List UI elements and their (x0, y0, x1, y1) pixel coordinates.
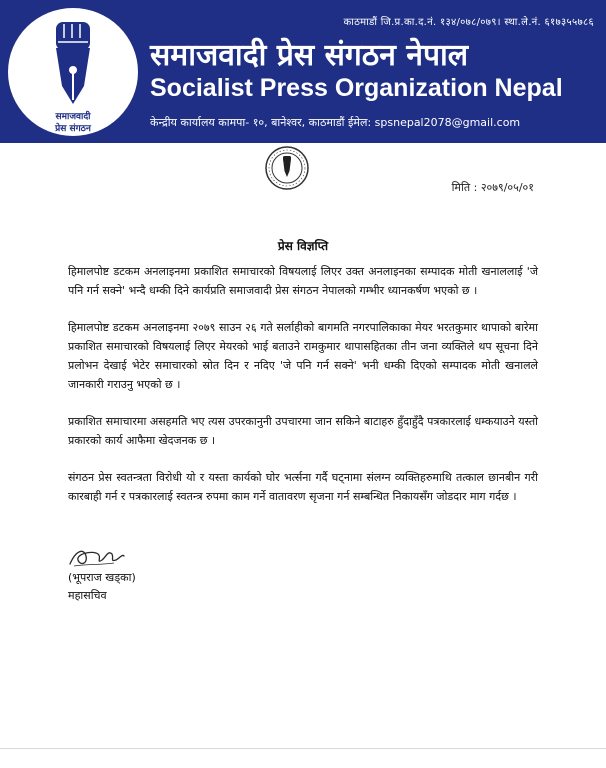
logo-text-line2: प्रेस संगठन (55, 124, 91, 134)
organization-seal-icon (264, 145, 310, 191)
footer-divider (0, 748, 606, 749)
logo-text-line1: समाजवादी (55, 112, 91, 122)
body-paragraph-2: हिमालपोष्ट डटकम अनलाइनमा २०७९ साउन २६ गते सर्लाहीको बागमति नगरपालिकाका मेयर भरतकुमार थापाको बारेमा प्रकाशित समाचारको विषयलाई लिएर मेयरको भाई बताउने रामकुमार थापासहितका तीन जना व्यक्तिले थप सूचना दिने प्रलोभन देखाई भेटेर समाचारको स्रोत दिन र नदिए 'जे पनि गर्न सक्ने' भनी धम्की दिएको सम्पादक मोती खनालले जानकारी गराउनु भएको छ । (68, 321, 538, 391)
document-date: मिति : २०७९/०५/०१ (451, 181, 534, 194)
organization-logo (8, 8, 138, 136)
body-paragraph-4: संगठन प्रेस स्वतन्त्रता विरोधी यो र यस्ता कार्यको घोर भर्त्सना गर्दै घट्नामा संलग्न व्यक्तिहरुमाथि तत्काल छानबीन गरी कारबाही गर्न र पत्रकारलाई स्वतन्त्र रुपमा काम गर्ने वातावरण सृजना गर्न सम्बन्धित निकायसँग जोडदार माग गर्दछ । (68, 471, 538, 503)
organization-title-nepali: समाजवादी प्रेस संगठन नेपाल (150, 38, 469, 73)
signatory-name: (भूपराज खड्का) (68, 571, 136, 584)
handwritten-signature (66, 544, 128, 570)
office-address: केन्द्रीय कार्यालय कामपा- १०, बानेश्वर, काठमाडौं ईमेल: spsnepal2078@gmail.com (150, 116, 521, 129)
document-heading: प्रेस विज्ञप्ति (277, 239, 329, 253)
organization-title-english: Socialist Press Organization Nepal (150, 74, 563, 102)
document-body (68, 262, 538, 524)
body-paragraph-3: प्रकाशित समाचारमा असहमति भए त्यस उपरकानुनी उपचारमा जान सकिने बाटाहरु हुँदाहुँदै पत्रकारलाई धम्कयाउने यस्तो प्रकारको कार्य आफैमा खेदजनक छ । (68, 415, 538, 447)
registration-number: काठमाडौं जि.प्र.का.द.नं. १३४/०७८/०७९। स्था.ले.नं. ६१७३५५७८६ (343, 17, 594, 28)
letterhead (0, 0, 606, 143)
signatory-title: महासचिव (68, 589, 107, 602)
body-paragraph-1: हिमालपोष्ट डटकम अनलाइनमा प्रकाशित समाचारको विषयलाई लिएर उक्त अनलाइनका सम्पादक मोती खनाललाई 'जे पनि गर्न सक्ने' भन्दै धम्की दिने कार्यप्रति समाजवादी प्रेस संगठन नेपालको गम्भीर ध्यानकर्षण भएको छ । (68, 265, 538, 297)
